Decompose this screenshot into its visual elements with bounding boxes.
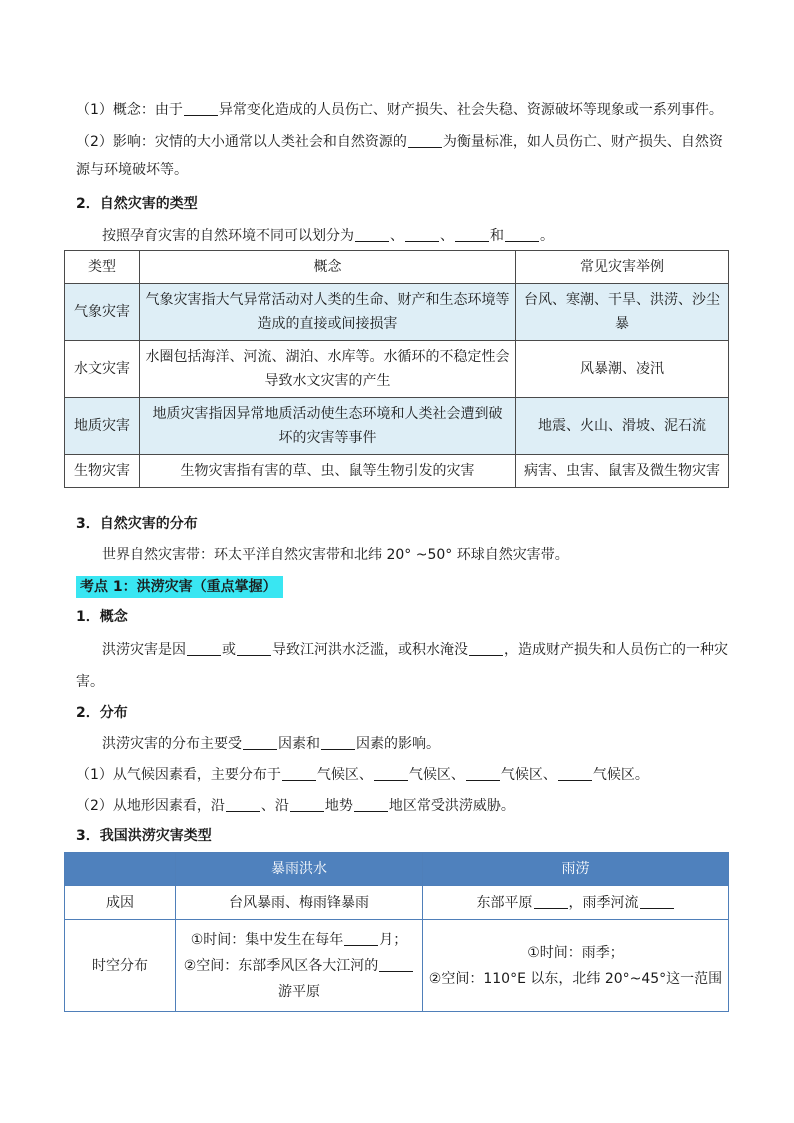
answer-blank[interactable] — [455, 227, 489, 242]
examples-cell: 地震、火山、滑坡、泥石流 — [516, 398, 729, 455]
section-heading-distribution: 3．自然灾害的分布 — [76, 516, 198, 532]
answer-blank[interactable] — [534, 894, 568, 909]
table-row — [65, 455, 729, 488]
flood-terrain-line: （2）从地形因素看，沿 、沿 地势 地区常受洪涝威胁。 — [76, 798, 515, 814]
concept-cell: 生物灾害指有害的草、虫、鼠等生物引发的灾害 — [140, 455, 516, 488]
flood-concept-line-cont: 害。 — [76, 674, 104, 690]
table-header-cell: 雨涝 — [423, 853, 729, 886]
flood-climate-line: （1）从气候因素看，主要分布于 气候区、 气候区、 气候区、 气候区。 — [76, 767, 649, 783]
table-header-cell — [65, 853, 176, 886]
flood-heading-concept: 1．概念 — [76, 609, 128, 625]
answer-blank[interactable] — [405, 227, 439, 242]
type-cell: 水文灾害 — [65, 341, 140, 398]
examples-cell: 病害、虫害、鼠害及微生物灾害 — [516, 455, 729, 488]
answer-blank[interactable] — [321, 735, 355, 750]
type-cell: 生物灾害 — [65, 455, 140, 488]
section-heading-types: 2．自然灾害的类型 — [76, 196, 198, 212]
answer-blank[interactable] — [355, 227, 389, 242]
table-row — [65, 398, 729, 455]
answer-blank[interactable] — [237, 641, 271, 656]
answer-blank[interactable] — [184, 101, 218, 116]
table-row — [65, 886, 729, 920]
answer-blank[interactable] — [282, 766, 316, 781]
type-cell: 气象灾害 — [65, 284, 140, 341]
table-header-row — [65, 853, 729, 886]
table-row — [65, 284, 729, 341]
answer-blank[interactable] — [558, 766, 592, 781]
answer-blank[interactable] — [505, 227, 539, 242]
answer-blank[interactable] — [344, 931, 378, 946]
timespace-cell: ①时间：集中发生在每年 月； ②空间：东部季风区各大江河的 游平原 — [176, 920, 423, 1012]
table-header-cell: 类型 — [65, 251, 140, 284]
answer-blank[interactable] — [290, 797, 324, 812]
timespace-cell: ①时间：雨季； ②空间：110°E 以东，北纬 20°~45°这一范围 — [423, 920, 729, 1012]
row-label-cell: 时空分布 — [65, 920, 176, 1012]
type-cell: 地质灾害 — [65, 398, 140, 455]
answer-blank[interactable] — [243, 735, 277, 750]
table-row — [65, 920, 729, 1012]
answer-blank[interactable] — [226, 797, 260, 812]
answer-blank[interactable] — [408, 133, 442, 148]
flood-heading-types: 3．我国洪涝灾害类型 — [76, 828, 212, 844]
answer-blank[interactable] — [469, 641, 503, 656]
answer-blank[interactable] — [354, 797, 388, 812]
table-header-cell: 常见灾害举例 — [516, 251, 729, 284]
flood-types-table — [64, 852, 729, 1012]
table-header-cell: 暴雨洪水 — [176, 853, 423, 886]
answer-blank[interactable] — [640, 894, 674, 909]
answer-blank[interactable] — [379, 957, 413, 972]
answer-blank[interactable] — [466, 766, 500, 781]
examples-cell: 风暴潮、凌汛 — [516, 341, 729, 398]
kaodian-badge: 考点 1：洪涝灾害（重点掌握） — [76, 576, 283, 598]
flood-heading-distribution: 2．分布 — [76, 705, 128, 721]
concept-cell: 水圈包括海洋、河流、湖泊、水库等。水循环的不稳定性会 导致水文灾害的产生 — [140, 341, 516, 398]
cause-cell: 台风暴雨、梅雨锋暴雨 — [176, 886, 423, 920]
table-header-row — [65, 251, 729, 284]
types-sentence: 按照孕育灾害的自然环境不同可以划分为 、 、 和 。 — [102, 228, 554, 244]
distribution-text: 世界自然灾害带：环太平洋自然灾害带和北纬 20° ~50° 环球自然灾害带。 — [102, 547, 569, 563]
row-label-cell: 成因 — [65, 886, 176, 920]
flood-concept-line: 洪涝灾害是因 或 导致江河洪水泛滥，或积水淹没 ，造成财产损失和人员伤亡的一种灾 — [102, 642, 728, 658]
cause-cell: 东部平原 ，雨季河流 — [423, 886, 729, 920]
table-row — [65, 341, 729, 398]
concept-line: （1）概念：由于 异常变化造成的人员伤亡、财产损失、社会失稳、资源破坏等现象或一系列事件。 — [76, 102, 723, 118]
concept-cell: 地质灾害指因异常地质活动使生态环境和人类社会遭到破 坏的灾害等事件 — [140, 398, 516, 455]
disaster-types-table — [64, 250, 729, 488]
examples-cell: 台风、寒潮、干旱、洪涝、沙尘 暴 — [516, 284, 729, 341]
concept-cell: 气象灾害指大气异常活动对人类的生命、财产和生态环境等 造成的直接或间接损害 — [140, 284, 516, 341]
impact-line: （2）影响：灾情的大小通常以人类社会和自然资源的 为衡量标准，如人员伤亡、财产损失、自然资 — [76, 134, 723, 150]
flood-distribution-line: 洪涝灾害的分布主要受 因素和 因素的影响。 — [102, 736, 440, 752]
answer-blank[interactable] — [187, 641, 221, 656]
impact-line-cont: 源与环境破坏等。 — [76, 162, 188, 178]
table-header-cell: 概念 — [140, 251, 516, 284]
answer-blank[interactable] — [374, 766, 408, 781]
